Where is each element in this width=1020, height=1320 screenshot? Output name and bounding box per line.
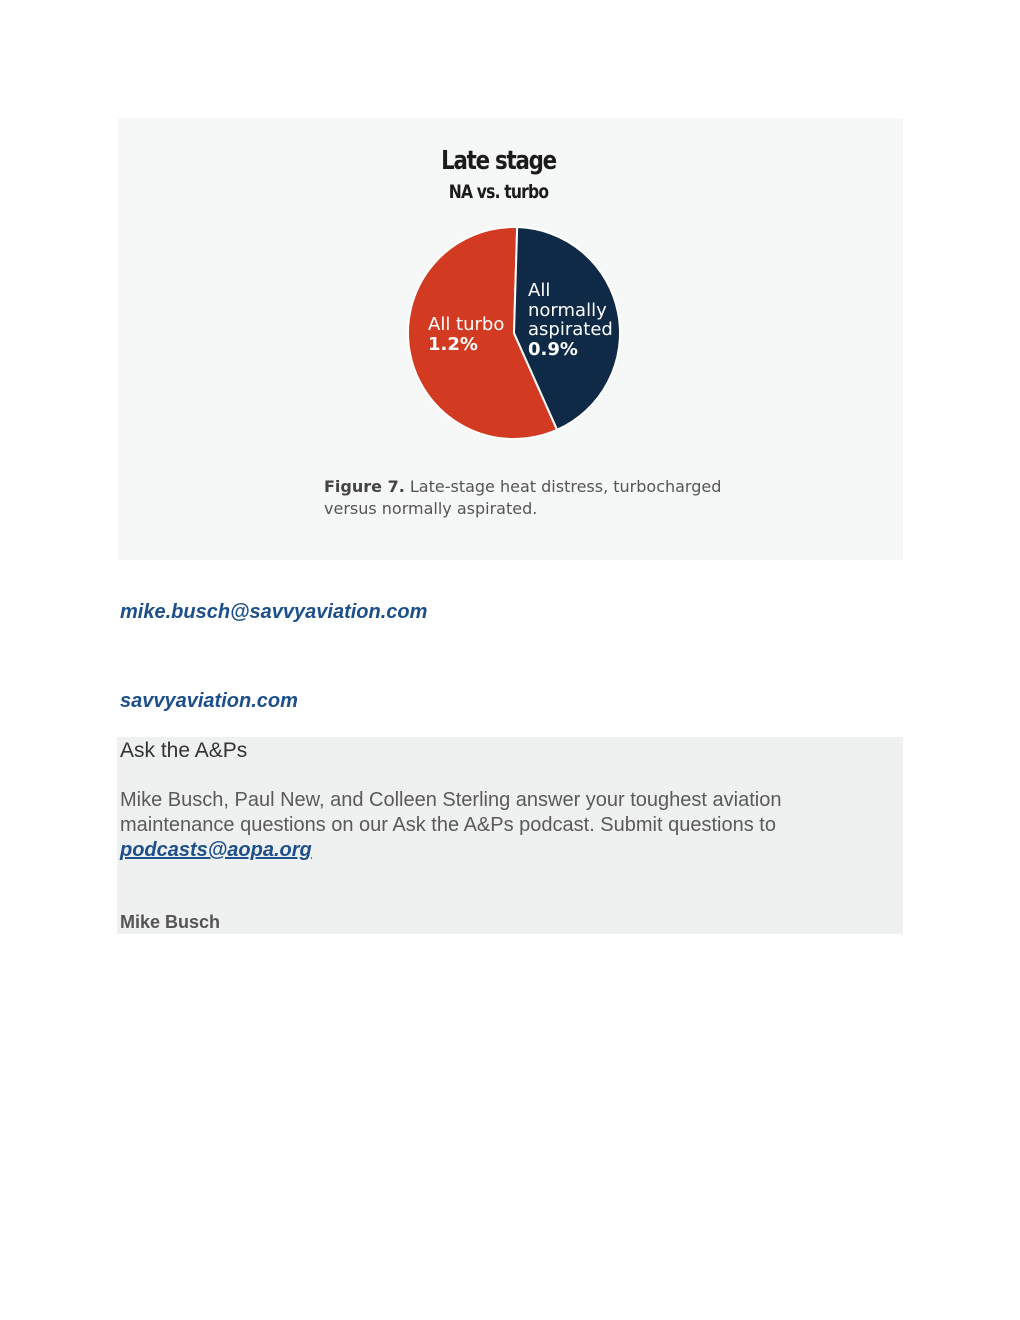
- figure-caption: [324, 476, 744, 520]
- author-email-link[interactable]: mike.busch@savvyaviation.com: [120, 601, 428, 623]
- chart-subtitle: NA vs. turbo: [448, 181, 549, 203]
- slice-value-turbo: 1.2%: [428, 334, 478, 355]
- author-name: Mike Busch: [120, 912, 221, 932]
- figure-caption-label: Figure 7.: [324, 477, 405, 496]
- podcast-email-link[interactable]: podcasts@aopa.org: [120, 839, 312, 861]
- slice-value-na: 0.9%: [528, 339, 578, 360]
- slice-label-na-line3: aspirated: [528, 319, 613, 340]
- slice-label-turbo: All turbo: [428, 314, 505, 335]
- ask-section-body: [120, 788, 890, 863]
- website-link[interactable]: savvyaviation.com: [120, 690, 298, 712]
- ask-body-text: Mike Busch, Paul New, and Colleen Sterling answer your toughest aviation maintenance questions on our Ask the A&Ps podcast. Submit questions to: [120, 789, 782, 836]
- ask-section-title: Ask the A&Ps: [120, 739, 248, 762]
- slice-label-na-line1: All: [528, 280, 551, 301]
- figure-panel: [118, 118, 903, 560]
- chart-title: Late stage: [441, 146, 556, 176]
- figure-caption-text: Late-stage heat distress, turbocharged versus normally aspirated.: [324, 477, 722, 518]
- slice-label-na-line2: normally: [528, 300, 607, 321]
- ask-the-aps-box: [117, 737, 903, 934]
